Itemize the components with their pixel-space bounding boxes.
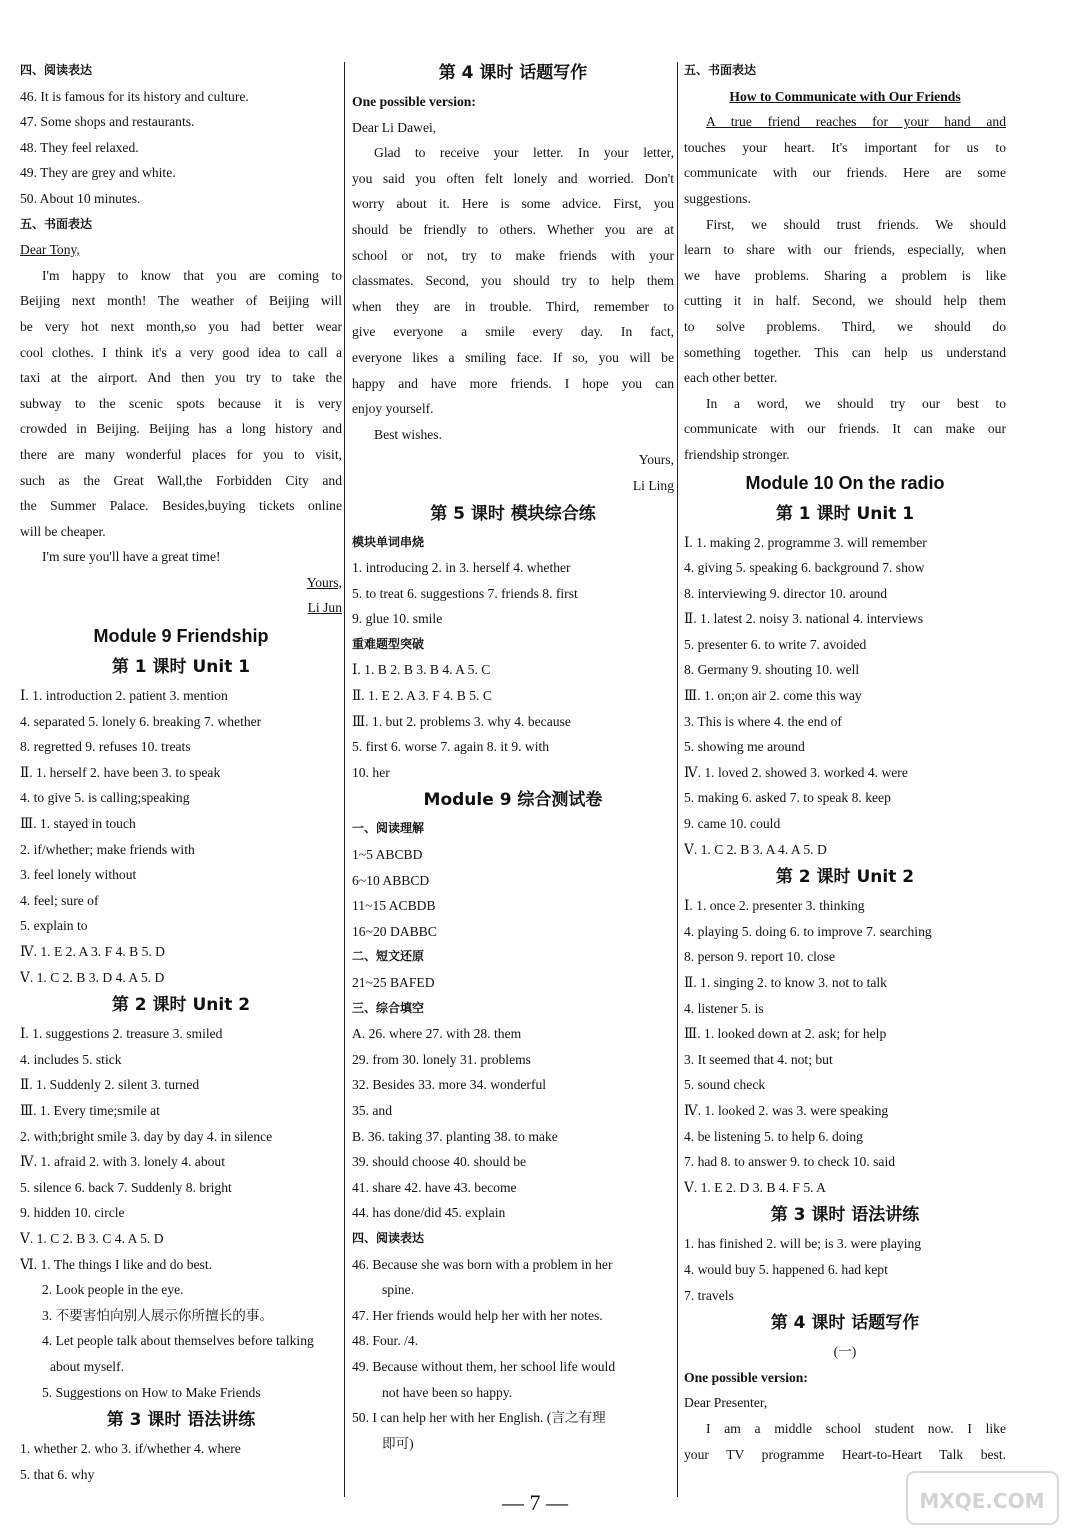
answer-line: 29. from 30. lonely 31. problems [352, 1051, 531, 1067]
answer-line: How to Communicate with Our Friends [729, 88, 961, 104]
answer-line: Ⅲ. 1. looked down at 2. ask; for help [684, 1026, 887, 1042]
answer-line: 2. with;bright smile 3. day by day 4. in silence [20, 1128, 273, 1144]
answer-line: 1. has finished 2. will be; is 3. were playing [684, 1236, 922, 1252]
answer-line: spine. [382, 1282, 415, 1298]
answer-line: Ⅳ. 1. looked 2. was 3. were speaking [684, 1102, 889, 1118]
answer-line: 8. Germany 9. shouting 10. well [684, 662, 860, 678]
answer-line: 4. Let people talk about themselves before talking [42, 1333, 314, 1349]
answer-line: (一) [833, 1344, 857, 1360]
answer-line: 21~25 BAFED [352, 975, 435, 990]
answer-line: 8. regretted 9. refuses 10. treats [20, 739, 191, 755]
answer-line: 4. to give 5. is calling;speaking [20, 790, 190, 806]
answer-line: be very hot next month,so you had better wear [20, 318, 342, 334]
answer-line: 5. showing me around [684, 739, 805, 755]
section-heading: 四、阅读表达 [20, 63, 93, 77]
answer-line: I'm sure you'll have a great time! [42, 549, 221, 565]
answer-line: 9. hidden 10. circle [20, 1205, 125, 1221]
answer-line: B. 36. taking 37. planting 38. to make [352, 1128, 558, 1144]
answer-line: 50. I can help her with her English. (言之有理 [352, 1410, 606, 1426]
answer-line: 41. share 42. have 43. become [352, 1179, 517, 1195]
answer-line: 4. be listening 5. to help 6. doing [684, 1128, 863, 1144]
answer-line: A. 26. where 27. with 28. them [352, 1026, 522, 1042]
answer-line: something together. This can help us understand [684, 344, 1006, 360]
answer-line: Ⅵ. 1. The things I like and do best. [20, 1256, 213, 1272]
watermark-logo [905, 1468, 1060, 1528]
answer-line: subway to the scenic spots because it is very [20, 395, 342, 411]
answer-line: crowded in Beijing. Beijing has a long history and [20, 421, 342, 437]
answer-line: taxi at the airport. And then you try to take the [20, 370, 342, 386]
answer-column-left [20, 58, 342, 1487]
lesson-heading: 第 2 课时 Unit 2 [111, 995, 251, 1016]
answer-line: 1. introducing 2. in 3. herself 4. whether [352, 560, 571, 576]
answer-line: 1. whether 2. who 3. if/whether 4. where [20, 1441, 241, 1457]
answer-line: Ⅴ. 1. E 2. D 3. B 4. F 5. A [684, 1179, 826, 1195]
section-heading: 五、书面表达 [20, 216, 93, 231]
answer-line: Ⅳ. 1. afraid 2. with 3. lonely 4. about [20, 1154, 225, 1170]
section-heading: 模块单词串烧 [352, 534, 425, 549]
answer-line: Ⅳ. 1. E 2. A 3. F 4. B 5. D [20, 944, 166, 959]
answer-line: Yours, [638, 452, 674, 468]
answer-line: learn to share with our friends, especially, when [684, 242, 1006, 258]
answer-line: 5. silence 6. back 7. Suddenly 8. bright [20, 1179, 232, 1195]
answer-line: 8. person 9. report 10. close [684, 949, 836, 965]
answer-line: 5. sound check [684, 1077, 766, 1093]
answer-line: should be friendly to others. Whether you are at [352, 221, 674, 237]
answer-line: worry about it. Here is some advice. First, you [352, 196, 674, 212]
answer-line: 3. 不要害怕向别人展示你所擅长的事。 [42, 1307, 274, 1323]
lesson-heading: 第 3 课时 语法讲练 [106, 1410, 256, 1431]
section-heading: 重难题型突破 [352, 636, 425, 651]
answer-line: Beijing next month! The weather of Beijing will [20, 293, 342, 309]
lesson-heading: 第 4 课时 话题写作 [438, 63, 588, 83]
answer-line: enjoy yourself. [352, 401, 434, 417]
answer-line: Ⅴ. 1. C 2. B 3. D 4. A 5. D [20, 969, 165, 985]
lesson-heading: 第 4 课时 话题写作 [770, 1313, 920, 1334]
answer-line: Ⅳ. 1. loved 2. showed 3. worked 4. were [684, 764, 908, 780]
page-number: — 7 — [502, 1490, 568, 1515]
answer-line: 44. has done/did 45. explain [352, 1205, 506, 1221]
answer-line: touches your heart. It's important for us to [684, 139, 1006, 155]
answer-line: 47. Some shops and restaurants. [20, 114, 195, 130]
answer-line: happy and have more friends. I hope you can [352, 375, 674, 391]
answer-line: 3. feel lonely without [20, 867, 137, 883]
answer-line: 16~20 DABBC [352, 923, 437, 939]
answer-line: Ⅱ. 1. herself 2. have been 3. to speak [20, 764, 221, 780]
answer-line: to solve problems. Third, we should do [684, 318, 1006, 334]
answer-line: 4. would buy 5. happened 6. had kept [684, 1261, 888, 1277]
answer-line: 3. It seemed that 4. not; but [684, 1051, 833, 1067]
answer-line: One possible version: [684, 1369, 808, 1385]
column-divider [677, 62, 678, 1497]
column-divider [344, 62, 345, 1497]
answer-line: communicate with our friends. Here are some [684, 165, 1006, 181]
answer-line: 5. explain to [20, 918, 88, 934]
answer-line: 9. came 10. could [684, 816, 781, 832]
answer-line: Ⅰ. 1. once 2. presenter 3. thinking [684, 898, 865, 914]
answer-line: 2. if/whether; make friends with [20, 841, 195, 857]
answer-line: Li Ling [632, 477, 674, 493]
answer-line: One possible version: [352, 94, 476, 109]
answer-line: there are many wonderful places for you to visit, [20, 446, 342, 462]
answer-line: 7. travels [684, 1287, 734, 1303]
answer-line: 5. to treat 6. suggestions 7. friends 8. first [352, 585, 578, 601]
answer-line: classmates. Second, you should try to help them [352, 273, 674, 289]
answer-line: your TV programme Heart-to-Heart Talk best. [684, 1446, 1006, 1462]
answer-line: Ⅱ. 1. Suddenly 2. silent 3. turned [20, 1077, 200, 1093]
answer-line: 46. It is famous for its history and culture. [20, 88, 249, 104]
answer-line: 39. should choose 40. should be [352, 1154, 527, 1170]
answer-line: 9. glue 10. smile [352, 611, 443, 627]
answer-line: each other better. [684, 370, 778, 386]
answer-line: 35. and [352, 1102, 393, 1118]
answer-line: school or not, try to make friends with your [352, 247, 674, 263]
answer-line: Ⅰ. 1. suggestions 2. treasure 3. smiled [20, 1026, 223, 1042]
answer-line: Dear Presenter, [684, 1395, 768, 1411]
answer-line: First, we should trust friends. We should [706, 216, 1006, 232]
answer-line: 4. separated 5. lonely 6. breaking 7. whether [20, 713, 262, 729]
answer-line: 32. Besides 33. more 34. wonderful [352, 1077, 547, 1093]
section-heading: 四、阅读表达 [352, 1230, 425, 1245]
answer-line: will be cheaper. [20, 523, 106, 539]
lesson-heading: 第 5 课时 模块综合练 [430, 503, 596, 524]
answer-line: 10. her [352, 764, 390, 780]
answer-line: 49. They are grey and white. [20, 165, 176, 181]
lesson-heading: 第 2 课时 Unit 2 [775, 867, 915, 888]
answer-line: cool clothes. I think it's a very good idea to call a [20, 344, 342, 360]
answer-line: 49. Because without them, her school life would [352, 1358, 616, 1374]
answer-line: the Summer Palace. Besides,buying tickets online [20, 498, 342, 514]
answer-line: Ⅲ. 1. Every time;smile at [20, 1102, 160, 1118]
answer-line: 5. Suggestions on How to Make Friends [42, 1384, 261, 1400]
answer-column-middle [352, 58, 674, 1456]
answer-line: Ⅴ. 1. C 2. B 3. C 4. A 5. D [20, 1230, 164, 1246]
answer-line: Ⅱ. 1. latest 2. noisy 3. national 4. interviews [684, 611, 924, 627]
answer-line: Ⅲ. 1. on;on air 2. come this way [684, 688, 862, 704]
answer-line: Ⅱ. 1. E 2. A 3. F 4. B 5. C [352, 688, 492, 704]
answer-line: 即可) [382, 1435, 414, 1451]
answer-line: 2. Look people in the eye. [42, 1282, 184, 1298]
answer-line: 4. includes 5. stick [20, 1051, 122, 1067]
answer-line: Ⅲ. 1. but 2. problems 3. why 4. because [352, 713, 571, 729]
answer-line: cutting it in half. Second, we should help them [684, 293, 1006, 309]
module-heading: Module 9 Friendship [93, 626, 269, 647]
answer-line: 6~10 ABBCD [352, 872, 430, 888]
answer-line: 3. This is where 4. the end of [684, 713, 842, 729]
answer-line: I'm happy to know that you are coming to [42, 267, 342, 283]
answer-line: Ⅰ. 1. making 2. programme 3. will remember [684, 534, 927, 550]
answer-line: A true friend reaches for your hand and [706, 114, 1006, 130]
answer-line: In a word, we should try our best to [706, 395, 1006, 411]
answer-line: 47. Her friends would help her with her notes. [352, 1307, 603, 1323]
answer-line: Glad to receive your letter. In your letter, [374, 145, 674, 161]
answer-line: 4. giving 5. speaking 6. background 7. show [684, 560, 925, 576]
lesson-heading: 第 3 课时 语法讲练 [770, 1205, 920, 1226]
answer-line: 4. feel; sure of [20, 892, 99, 908]
answer-line: give everyone a smile every day. In fact, [352, 324, 674, 340]
answer-line: Ⅰ. 1. B 2. B 3. B 4. A 5. C [352, 662, 491, 678]
module-heading: Module 10 On the radio [745, 472, 945, 493]
lesson-heading: Module 9 综合测试卷 [423, 790, 603, 811]
answer-line: 11~15 ACBDB [352, 898, 436, 914]
answer-line: Ⅱ. 1. singing 2. to know 3. not to talk [684, 975, 887, 990]
answer-line: communicate with our friends. It can make our [684, 421, 1006, 437]
section-heading: 一、阅读理解 [352, 821, 425, 836]
section-heading: 二、短文还原 [352, 949, 425, 964]
answer-line: 48. Four. /4. [352, 1333, 419, 1349]
watermark-text: MXQE.COM [919, 1489, 1045, 1513]
answer-line: Yours, [306, 574, 342, 590]
answer-line: friendship stronger. [684, 446, 790, 462]
answer-line: not have been so happy. [382, 1384, 513, 1400]
section-heading: 三、综合填空 [352, 1000, 425, 1015]
answer-column-right [684, 58, 1006, 1467]
lesson-heading: 第 1 课时 Unit 1 [775, 503, 915, 524]
answer-line: suggestions. [684, 190, 751, 206]
answer-line: 4. playing 5. doing 6. to improve 7. searching [684, 923, 932, 939]
answer-line: Li Jun [307, 600, 342, 616]
answer-line: such as the Great Wall,the Forbidden City and [20, 472, 342, 488]
answer-line: I am a middle school student now. I like [706, 1420, 1006, 1436]
answer-line: 5. first 6. worse 7. again 8. it 9. with [352, 739, 550, 755]
answer-line: we have problems. Sharing a problem is like [684, 267, 1006, 283]
answer-line: Ⅴ. 1. C 2. B 3. A 4. A 5. D [684, 841, 827, 857]
answer-line: Ⅲ. 1. stayed in touch [20, 816, 136, 832]
answer-line: 7. had 8. to answer 9. to check 10. said [684, 1154, 896, 1170]
answer-line: Ⅰ. 1. introduction 2. patient 3. mention [20, 688, 228, 704]
lesson-heading: 第 1 课时 Unit 1 [111, 657, 251, 678]
answer-line: 50. About 10 minutes. [20, 190, 141, 206]
answer-line: 5. presenter 6. to write 7. avoided [684, 636, 867, 652]
answer-line: 46. Because she was born with a problem in her [352, 1256, 613, 1272]
answer-line: 8. interviewing 9. director 10. around [684, 585, 888, 601]
answer-line: Dear Li Dawei, [352, 119, 437, 135]
answer-line: Dear Tony, [20, 242, 80, 258]
answer-line: about myself. [50, 1358, 124, 1374]
section-heading: 五、书面表达 [684, 63, 757, 77]
answer-line: 4. listener 5. is [684, 1000, 764, 1016]
answer-line: you said you often felt lonely and worried. Don't [352, 170, 674, 186]
answer-line: 5. making 6. asked 7. to speak 8. keep [684, 790, 891, 806]
answer-line: Best wishes. [374, 426, 442, 442]
answer-line: everyone likes a smiling face. If so, you will be [352, 349, 674, 365]
answer-line: 48. They feel relaxed. [20, 139, 139, 155]
answer-line: 1~5 ABCBD [352, 847, 423, 863]
answer-line: 5. that 6. why [20, 1466, 95, 1482]
answer-line: when they are in trouble. Third, remember to [352, 298, 674, 314]
